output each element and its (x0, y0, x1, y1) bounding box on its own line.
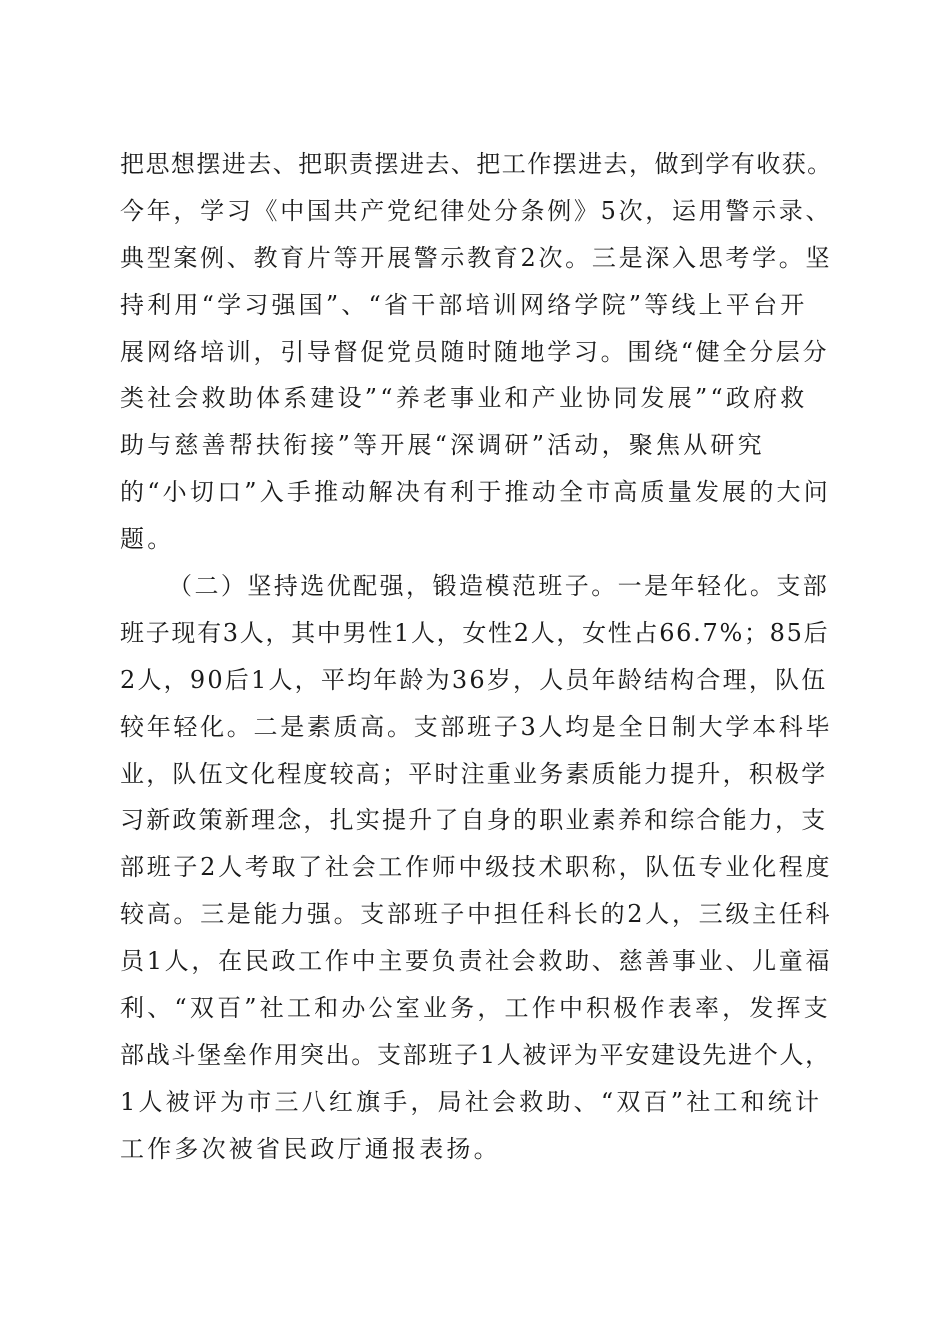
text-line: 今年，学习《中国共产党纪律处分条例》5次，运用警示录、 (120, 196, 833, 225)
text-line: 1人被评为市三八红旗手，局社会救助、“双百”社工和统计 (120, 1087, 823, 1116)
text-line: 员1人，在民政工作中主要负责社会救助、慈善事业、儿童福 (120, 947, 833, 976)
text-line: 业，队伍文化程度较高；平时注重业务素质能力提升，积极学 (120, 759, 828, 788)
text-line: 习新政策新理念，扎实提升了自身的职业素养和综合能力，支 (120, 806, 828, 835)
text-line: 把思想摆进去、把职责摆进去、把工作摆进去，做到学有收获。 (120, 150, 833, 178)
text-line: 题。 (120, 525, 175, 554)
text-line: 的“小切口”入手推动解决有利于推动全市高质量发展的大问 (120, 478, 831, 507)
text-line: 持利用“学习强国”、“省干部培训网络学院”等线上平台开 (120, 290, 808, 319)
text-line: 典型案例、教育片等开展警示教育2次。三是深入思考学。坚 (120, 243, 833, 272)
document-body (120, 141, 832, 1173)
text-line: 部班子2人考取了社会工作师中级技术职称，队伍专业化程度 (120, 853, 833, 882)
text-line: 较高。三是能力强。支部班子中担任科长的2人，三级主任科 (120, 900, 833, 929)
text-line: 利、“双百”社工和办公室业务，工作中积极作表率，发挥支 (120, 994, 831, 1023)
text-line: 2人，90后1人，平均年龄为36岁，人员年龄结构合理，队伍 (120, 665, 828, 694)
text-line: 类社会救助体系建设”“养老事业和产业协同发展”“政府救 (120, 384, 808, 413)
text-line: 助与慈善帮扶衔接”等开展“深调研”活动，聚焦从研究 (120, 431, 765, 460)
text-line: 展网络培训，引导督促党员随时随地学习。围绕“健全分层分 (120, 337, 830, 366)
text-line: 工作多次被省民政厅通报表扬。 (120, 1134, 501, 1163)
text-line: 较年轻化。二是素质高。支部班子3人均是全日制大学本科毕 (120, 712, 833, 741)
text-line: 部战斗堡垒作用突出。支部班子1人被评为平安建设先进个人， (120, 1040, 831, 1069)
text-line: 班子现有3人，其中男性1人，女性2人，女性占66.7%；85后 (120, 618, 830, 647)
section-heading-line: （二）坚持选优配强，锻造模范班子。一是年轻化。支部 (168, 572, 830, 601)
